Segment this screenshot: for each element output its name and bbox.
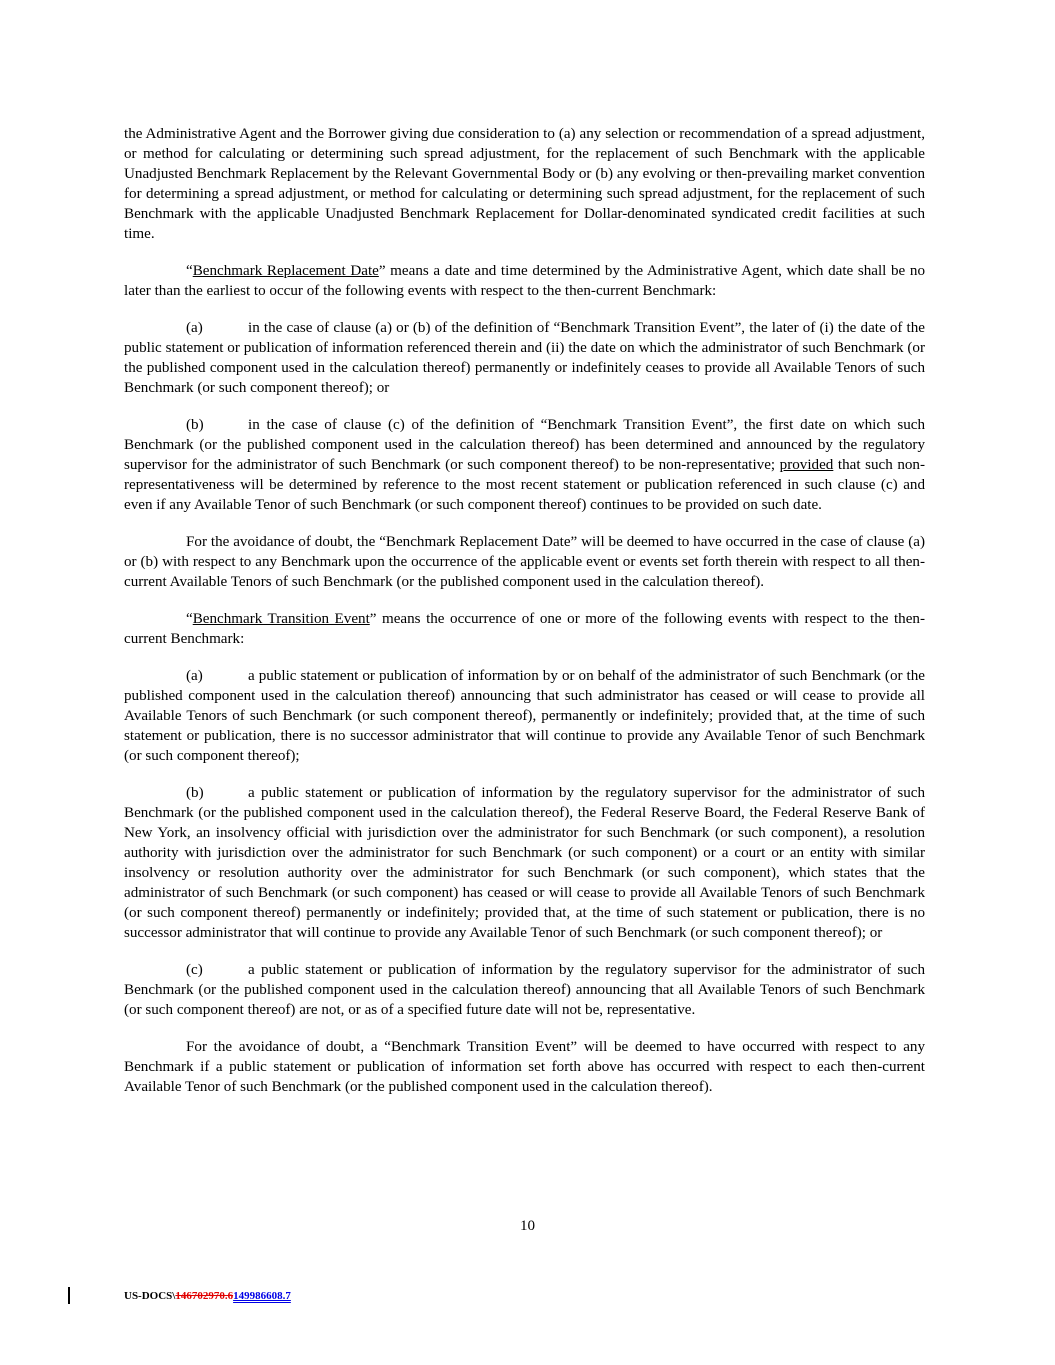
- doc-id-prefix: US-DOCS\: [124, 1290, 176, 1302]
- paragraph-text: For the avoidance of doubt, a “Benchmark Transition Event” will be deemed to have occurred with respect to any Benchmark if a public statement or publication of information set forth above has occurred with respect to each then-current Available Tenor of such Benchmark (or the published component used in the calculation thereof).: [124, 1039, 925, 1095]
- clause-text: a public statement or publication of information by the regulatory supervisor for the administrator of such Benchmark (or the published component used in the calculation thereof), the Federal Reserve Board, the Federal Reserve Bank of New York, an insolvency official with jurisdiction over the administrator for such Benchmark (or such component), a resolution authority with jurisdiction over the administrator for such Benchmark (or such component) or a court or an entity with similar insolvency or resolution authority over the administrator for such Benchmark (or such component), which states that the administrator of such Benchmark (or such component) has ceased or will cease to provide all Available Tenors of such Benchmark (or such component thereof) permanently or indefinitely; provided that, at the time of such statement or publication, there is no successor administrator that will continue to provide any Available Tenor of such Benchmark (or such component thereof); or: [124, 785, 925, 941]
- clause-label: (b): [186, 417, 204, 433]
- doc-id-deleted: 146702970.6: [175, 1290, 234, 1302]
- clause-a-replacement-date: [124, 318, 925, 398]
- clause-text: in the case of clause (a) or (b) of the definition of “Benchmark Transition Event”, the later of (i) the date of the public statement or publication of information referenced therein and (ii) the date on which the administrator of such Benchmark (or the published component used in the calculation thereof) permanently or indefinitely ceases to provide all Available Tenors of such Benchmark (or such component thereof); or: [124, 320, 925, 396]
- paragraph-spread-adjustment-continuation: [124, 124, 925, 244]
- clause-text: a public statement or publication of information by the regulatory supervisor for the administrator of such Benchmark (or the published component used in the calculation thereof) announcing that all Available Tenors of such Benchmark (or such component thereof) are not, or as of a specified future date will not be, representative.: [124, 962, 925, 1018]
- definition-benchmark-replacement-date: [124, 261, 925, 301]
- clause-text-continued: that such non-representativeness will be determined by reference to the most recent statement or publication referenced in such clause (c) and even if any Available Tenor of such Benchmark (or such component thereof) continues to be provided on such date.: [124, 457, 925, 513]
- clause-label: (b): [186, 785, 204, 801]
- paragraph-text: For the avoidance of doubt, the “Benchmark Replacement Date” will be deemed to have occurred in the case of clause (a) or (b) with respect to any Benchmark upon the occurrence of the applicable event or events set forth therein with respect to all then-current Available Tenors of such Benchmark (or the published component used in the calculation thereof).: [124, 534, 925, 590]
- page-number: 10: [519, 1218, 536, 1234]
- clause-b-replacement-date: [124, 415, 925, 515]
- paragraph-text: the Administrative Agent and the Borrower giving due consideration to (a) any selection or recommendation of a spread adjustment, or method for calculating or determining such spread adjustment, for the replacement of such Benchmark with the applicable Unadjusted Benchmark Replacement by the Relevant Governmental Body or (b) any evolving or then-prevailing market convention for determining a spread adjustment, or method for calculating or determining such spread adjustment, for the replacement of such Benchmark with the applicable Unadjusted Benchmark Replacement for Dollar-denominated syndicated credit facilities at such time.: [124, 126, 925, 242]
- clause-text: in the case of clause (c) of the definition of “Benchmark Transition Event”, the first date on which such Benchmark (or the published component used in the calculation thereof) has been determined and announced by the regulatory supervisor for the administrator of such Benchmark (or such component thereof) to be non-representative;: [124, 417, 925, 473]
- clause-b-transition-event: [124, 783, 925, 943]
- open-quote: “: [186, 611, 193, 627]
- paragraph-avoidance-of-doubt-replacement-date: [124, 532, 925, 592]
- clause-c-transition-event: [124, 960, 925, 1020]
- clause-text: a public statement or publication of information by or on behalf of the administrator of such Benchmark (or the published component used in the calculation thereof) announcing that such administrator has ceased or will cease to provide all Available Tenors of such Benchmark (or such component thereof), permanently or indefinitely; provided that, at the time of such statement or publication, there is no successor administrator that will continue to provide any Available Tenor of such Benchmark (or such component thereof);: [124, 668, 925, 764]
- doc-id-inserted: 149986608.7: [233, 1290, 291, 1302]
- defined-term: Benchmark Transition Event: [192, 611, 370, 627]
- definition-benchmark-transition-event: [124, 609, 925, 649]
- change-bar: [68, 1287, 70, 1304]
- open-quote: “: [186, 263, 193, 279]
- clause-label: (a): [186, 668, 203, 684]
- clause-a-transition-event: [124, 666, 925, 766]
- definition-text: ” means a date and time determined by the Administrative Agent, which date shall be no later than the earliest to occur of the following events with respect to the then-current Benchmark:: [124, 263, 925, 299]
- definition-text: ” means the occurrence of one or more of the following events with respect to the then-current Benchmark:: [124, 611, 925, 647]
- document-body: [124, 124, 925, 1114]
- paragraph-avoidance-of-doubt-transition-event: [124, 1037, 925, 1097]
- clause-label: (c): [186, 962, 203, 978]
- defined-term: Benchmark Replacement Date: [192, 263, 379, 279]
- clause-label: (a): [186, 320, 203, 336]
- document-id: [124, 1289, 291, 1303]
- proviso-term: provided: [779, 457, 834, 473]
